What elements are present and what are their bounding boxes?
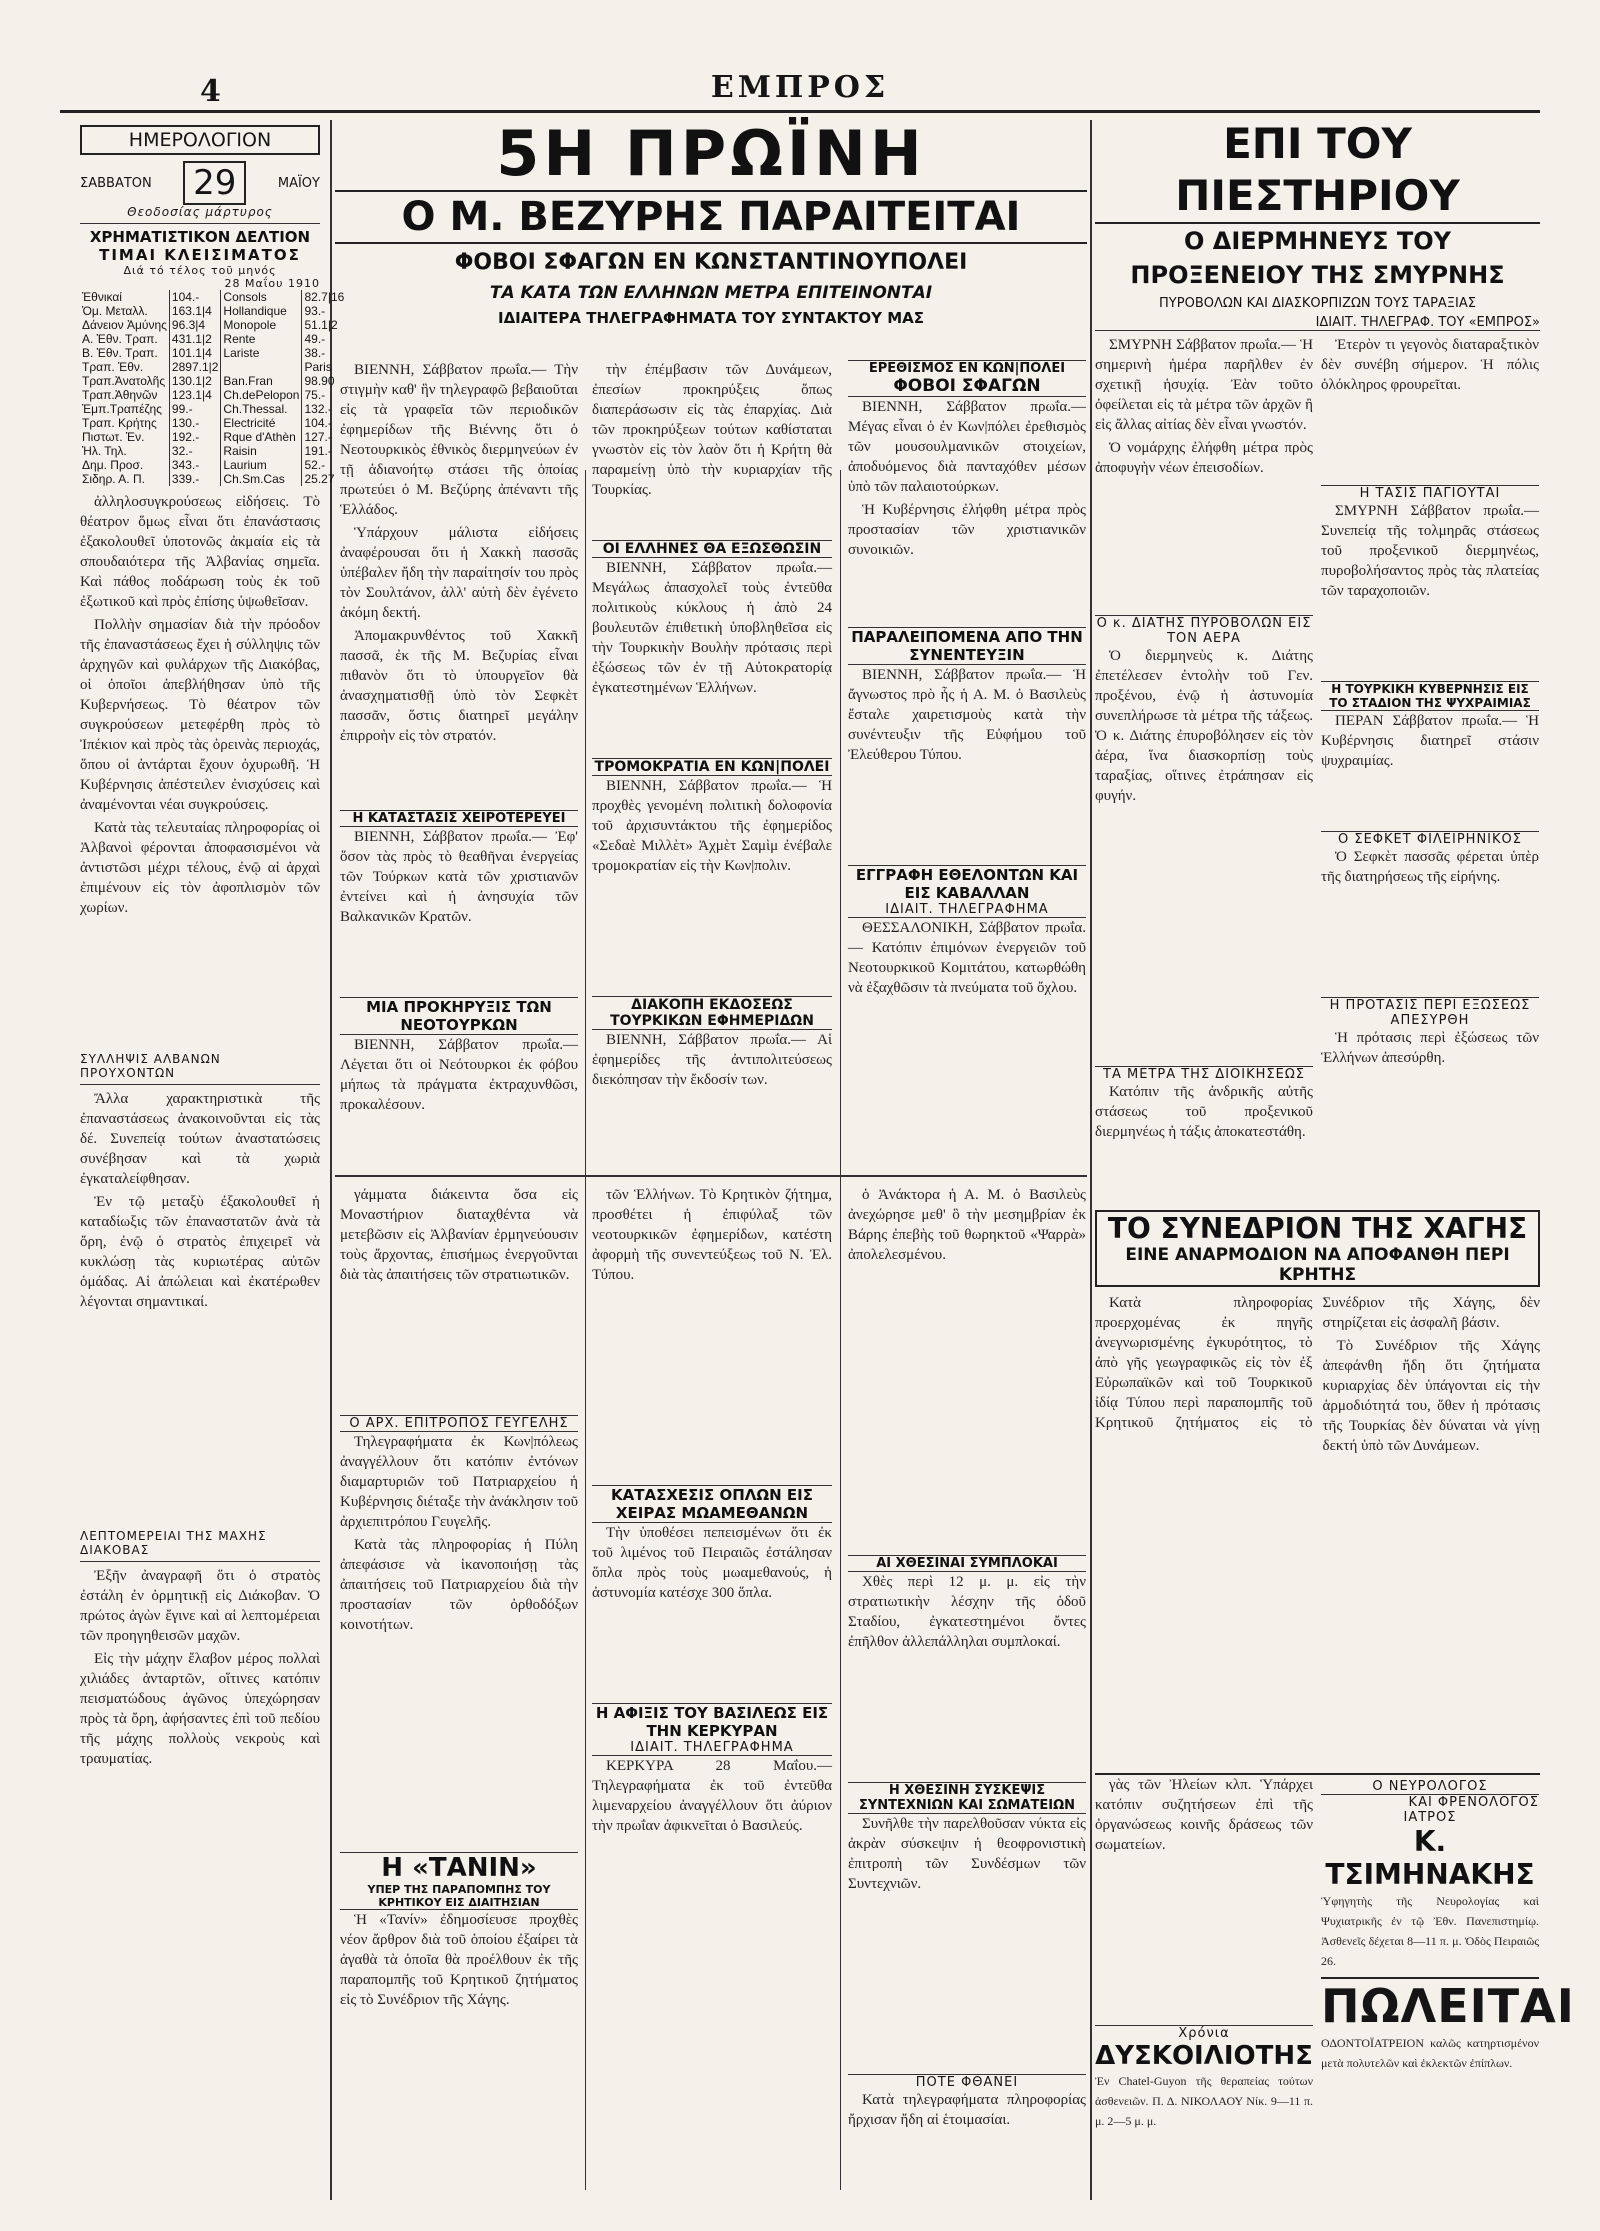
column-3-upper xyxy=(592,360,832,1160)
subhead: Ο ΣΕΦΚΕΤ ΦΙΛΕΙΡΗΝΙΚΟΣ xyxy=(1321,831,1539,847)
market-row xyxy=(80,304,346,318)
article-head: Η «ΤΑΝΙΝ» xyxy=(340,1852,578,1883)
subhead: Η ΤΑΣΙΣ ΠΑΓΙΟΥΤΑΙ xyxy=(1321,485,1539,501)
market-cell: Ἠλ. Τηλ. xyxy=(80,444,169,458)
ad-sale-text: ΟΔΟΝΤΟΪΑΤΡΕΙΟΝ καλῶς κατηρτισμένον μετὰ πολυτελῶν καὶ ἐκλεκτῶν ἐπίπλων. xyxy=(1321,2036,1539,2070)
market-cell: Δάνειον Ἀμύνης xyxy=(80,318,169,332)
market-cell: 192.- xyxy=(169,430,221,444)
market-row xyxy=(80,388,346,402)
article-text: Συνῆλθε τὴν παρελθοῦσαν νύκτα εἰς ἀκρὰν σύσκεψιν ἡ θεοφρονιστικὴ ἐπιτροπὴ τῶν Συνδέσμων τῶν Συντεχνιῶν. xyxy=(848,1816,1086,1892)
market-cell: Ἐμπ.Τραπέζης xyxy=(80,402,169,416)
column-rule xyxy=(840,470,841,2190)
market-cell: 99.- xyxy=(169,402,221,416)
market-cell xyxy=(221,360,302,374)
market-cell: 49.- xyxy=(304,332,326,346)
market-cell: Ch.Sm.Cas xyxy=(221,472,302,486)
article-text: Κατὰ πληροφορίας προερχομένας ἐκ πηγῆς ἀνεγνωρισμένης ἐγκυρότητος, τὸ ἀπὸ γῆς γεωγραφικῶς εἰς τὸν ἐξ Εὐρωπαϊκῶν καὶ τοῦ Τουρκικοῦ ἰδίᾳ Τύπου περὶ παραπομπῆς τοῦ Κρητικοῦ ζητήματος εἰς τὸ Συνέδριον τῆς Χάγης, δὲν στηρίζεται εἰς ἀσφαλῆ βάσιν. Τὸ Συνέδριον τῆς Χάγης ἀπεφάνθη ἤδη ὅτι ζητήματα κυριαρχίας δὲν ὑπάγονται εἰς τὴν ἁρμοδιότητά του, ὅθεν ἡ πρότασις τῆς Τουρκίας δὲν δύναται νὰ γίνῃ δεκτή ὑπὸ τῶν Δυνάμεων. xyxy=(1095,1295,1540,1454)
market-cell: 339.- xyxy=(169,472,221,486)
market-cell: 93.- xyxy=(304,304,326,318)
page-number: 4 xyxy=(200,74,221,109)
market-note: Διά τό τέλος τοῦ μηνός xyxy=(123,264,277,277)
market-cell: Rque d'Athèn xyxy=(221,430,302,444)
subhead: Η ΤΟΥΡΚΙΚΗ ΚΥΒΕΡΝΗΣΙΣ ΕΙΣ ΤΟ ΣΤΑΔΙΟΝ ΤΗΣ ΨΥΧΡΑΙΜΙΑΣ xyxy=(1321,681,1539,711)
ad-dysk-text: Ἐν Chatel-Guyon τῆς θεραπείας τούτων ἀσθενειῶν. Π. Δ. ΝΙΚΟΛΑΟΥ Νίκ. 9—11 π. μ. 2—5 μ. μ. xyxy=(1095,2074,1313,2128)
article-text: ΘΕΣΣΑΛΟΝΙΚΗ, Σάββατον πρωΐα.— Κατόπιν ἐπιμόνων ἐνεργειῶν τοῦ Νεοτουρκικοῦ Κομιτάτου, κατωρθώθη νὰ ἐξαχθῶσιν τὰ πνεύματα τοῦ ὄχλου. xyxy=(848,920,1086,996)
market-row xyxy=(80,472,346,486)
article-text: Ἄλλα χαρακτηριστικὰ τῆς ἐπαναστάσεως ἀνακοινοῦνται εἰς τὰς δέ. Συνεπείᾳ τούτων ἀναστατώσεις συνέβησαν καὶ τὰ χωριὰ ἐγκαταλείφθησαν. Ἐν τῷ μεταξὺ ἐξακολουθεῖ ἡ καταδίωξις τῶν ἐπαναστατῶν ἀνὰ τὰ ὄρη, ἐνῷ ὁ στρατὸς ἐπιχειρεῖ νὰ κυκλώσῃ τὰς κυριωτέρας αὐτῶν ὁμάδας. Αἱ ἀπώλειαι καὶ ἐκατέρωθεν λέγονται σημαντικαί. xyxy=(80,1091,320,1310)
ads-row xyxy=(1095,1773,1575,2131)
subhead: ΣΥΛΛΗΨΙΣ ΑΛΒΑΝΩΝ ΠΡΟΥΧΟΝΤΩΝ xyxy=(80,1052,221,1080)
market-cell: 38.- xyxy=(304,346,326,360)
market-cell: 52.- xyxy=(304,458,326,472)
lead-sub1: ΦΟΒΟΙ ΣΦΑΓΩΝ ΕΝ ΚΩΝΣΤΑΝΤΙΝΟΥΠΟΛΕΙ xyxy=(454,250,968,275)
right-tag: ΙΔΙΑΙΤ. ΤΗΛΕΓΡΑΦ. ΤΟΥ «ΕΜΠΡΟΣ» xyxy=(1095,315,1540,331)
article-head: Η ΧΘΕΣΙΝΗ ΣΥΣΚΕΨΙΣ xyxy=(848,1782,1086,1798)
ad-sale-title: ΠΩΛΕΙΤΑΙ xyxy=(1321,1979,1575,2033)
market-cell: 191.- xyxy=(304,444,332,458)
market-cell: 51.1|2 xyxy=(304,318,338,332)
column-4-lower xyxy=(848,1185,1086,2185)
ad-doctor-label: ΙΑΤΡΟΣ xyxy=(1403,1810,1457,1825)
market-row xyxy=(80,318,346,332)
market-cell: Ch.Thessal. xyxy=(221,402,302,416)
article-head: Η ΚΑΤΑΣΤΑΣΙΣ ΧΕΙΡΟΤΕΡΕΥΕΙ xyxy=(340,810,578,827)
market-cell: 25.27 xyxy=(304,472,335,486)
subhead: Η ΠΡΟΤΑΣΙΣ ΠΕΡΙ ΕΞΩΣΕΩΣ ΑΠΕΣΥΡΘΗ xyxy=(1321,997,1539,1028)
article-head: ΕΡΕΘΙΣΜΟΣ ΕΝ ΚΩΝ|ΠΟΛΕΙ xyxy=(848,360,1086,376)
article-text: Ὁ διερμηνεὺς κ. Διάτης ἐπετέλεσεν ἐντολὴν τοῦ Γεν. προξένου, ἐνῷ ἡ ἀστυνομία συνεπλήρωσε τὰ μέτρα τῆς τάξεως. Ὁ κ. Διάτης ἐπυροβόλησεν εἰς τὸν ἀέρα, ἵνα διασκορπίσῃ τοὺς ταραξίας, οἵτινες ἐτράπησαν εἰς φυγήν. xyxy=(1095,648,1313,804)
market-cell: Electricité xyxy=(221,416,302,430)
ad-and: ΚΑΙ ΦΡΕΝΟΛΟΓΟΣ xyxy=(1408,1795,1539,1810)
market-row xyxy=(80,360,346,374)
calendar-weekday: ΣΑΒΒΑΤΟΝ xyxy=(80,175,152,191)
article-text: Κατὰ τηλεγραφήματα πληροφορίας ἤρχισαν ἤδη αἱ ἑτοιμασίαι. xyxy=(848,2092,1086,2128)
article-text: ΠΕΡΑΝ Σάββατον πρωΐα.— Ἡ Κυβέρνησις διατηρεῖ στάσιν ψυχραιμίας. xyxy=(1321,713,1539,769)
market-cell: 132.- xyxy=(304,402,332,416)
lead-banner: 5Η ΠΡΩΪΝΗ xyxy=(496,117,926,190)
market-cell: Rente xyxy=(221,332,302,346)
market-row xyxy=(80,346,346,360)
lead-sub2: ΤΑ ΚΑΤΑ ΤΩΝ ΕΛΛΗΝΩΝ ΜΕΤΡΑ ΕΠΙΤΕΙΝΟΝΤΑΙ xyxy=(489,283,933,303)
column-rule xyxy=(1090,120,1092,2200)
article-text: Ἐτερὸν τι γεγονὸς διαταραξτικὸν δὲν συνέβη σήμερον. Ἡ πόλις ὁλόκληρος φρουρεῖται. xyxy=(1321,337,1539,393)
market-row xyxy=(80,332,346,346)
market-cell: 104.- xyxy=(169,290,221,304)
article-head: ΔΙΑΚΟΠΗ ΕΚΔΟΣΕΩΣ ΤΟΥΡΚΙΚΩΝ ΕΦΗΜΕΡΙΔΩΝ xyxy=(592,996,832,1030)
market-title: ΧΡΗΜΑΤΙΣΤΙΚΟΝ ΔΕΛΤΙΟΝ xyxy=(89,228,311,246)
article-head: ΜΙΑ ΠΡΟΚΗΡΥΞΙΣ ΤΩΝ ΝΕΟΤΟΥΡΚΩΝ xyxy=(340,997,578,1035)
right-banner: ΕΠΙ ΤΟΥ ΠΙΕΣΤΗΡΙΟΥ xyxy=(1095,118,1540,224)
market-cell: 130.- xyxy=(169,416,221,430)
article-text: Ὁ Σεφκὲτ πασσᾶς φέρεται ὑπὲρ τῆς διατηρήσεως τῆς εἰρήνης. xyxy=(1321,849,1539,885)
crete-headline: ΤΟ ΣΥΝΕΔΡΙΟΝ ΤΗΣ ΧΑΓΗΣ xyxy=(1107,1212,1528,1245)
subhead: ΤΑ ΜΕΤΡΑ ΤΗΣ ΔΙΟΙΚΗΣΕΩΣ xyxy=(1095,1066,1313,1082)
market-row xyxy=(80,374,346,388)
market-cell: Hollandique xyxy=(221,304,302,318)
article-head: ΤΡΟΜΟΚΡΑΤΙΑ ΕΝ ΚΩΝ|ΠΟΛΕΙ xyxy=(592,758,832,776)
article-text: Ἐξῆν ἀναγραφῆ ὅτι ὁ στρατὸς ἐστάλη ἐν ὀρμητικῇ εἰς Διάκοβαν. Ὁ πρώτος ἀγὼν ἔγινε καὶ αἱ λεπτομέρειαι τῶν προηγηθεισῶν μαχῶν. Εἰς τὴν μάχην ἔλαβον μέρος πολλαὶ χιλιάδες ἀνταρτῶν, οἵτινες κατόπιν πεισματώδους ἀγῶνος ὑπεχώρησαν πρὸς τὰ ὄρη, ἀφήσαντες ἐπὶ τοῦ πεδίου τῆς μάχης πολλοὺς νεκροὺς καὶ τραυματίας. xyxy=(80,1568,320,1767)
article-text: ΒΙΕΝΝΗ, Σάββατον πρωΐα.— Ἐφ' ὅσον τὰς πρὸς τὸ θεαθῆναι ἐνεργείας τῶν Τούρκων κατὰ τῶν χριστιανῶν ἐντείνει καὶ ἡ ἀνησυχία τῶν Βαλκανικῶν Κρατῶν. xyxy=(340,829,578,925)
article-text: γάμματα διάκειντα ὅσα εἰς Μοναστήριον διαταχθέντα νὰ μετεβῶσιν εἰς Ἀλβανίαν ἐρμηνεύουσιν τοὺς ἄρχοντας, ἐπισήμως ἐνεργοῦνται διὰ τὰς ἀπαιτήσεις τῶν στρατιωτικῶν. xyxy=(340,1187,578,1283)
market-cell: 163.1|4 xyxy=(169,304,221,318)
market-cell: Ὁμ. Μεταλλ. xyxy=(80,304,169,318)
ad-title: Ο ΝΕΥΡΟΛΟΓΟΣ xyxy=(1321,1779,1539,1795)
article-text: γὰς τῶν Ἠλείων κλπ. Ὑπάρχει κατόπιν συζητήσεων ἐπὶ τῆς ὀργανώσεως κοινῆς δράσεως τῶν σωματείων. xyxy=(1095,1777,1313,1853)
ad-doctor-name: Κ. ΤΣΙΜΗΝΑΚΗΣ xyxy=(1325,1825,1535,1891)
article-head: ΟΙ ΕΛΛΗΝΕΣ ΘΑ ΕΞΩΣΘΩΣΙΝ xyxy=(592,540,832,558)
article-head: Ο ΑΡΧ. ΕΠΙΤΡΟΠΟΣ ΓΕΥΓΕΛΗΣ xyxy=(340,1415,578,1432)
calendar-month: ΜΑΪΟΥ xyxy=(277,175,320,191)
market-subtitle: ΤΙΜΑΙ ΚΛΕΙΣΙΜΑΤΟΣ xyxy=(99,246,301,264)
ad-dysk-label: Χρόνια xyxy=(1095,2025,1313,2041)
market-cell: Paris xyxy=(304,360,332,374)
article-sub: ΙΔΙΑΙΤ. ΤΗΛΕΓΡΑΦΗΜΑ xyxy=(848,902,1086,918)
right-column xyxy=(1095,118,1575,2198)
subhead: ΛΕΠΤΟΜΕΡΕΙΑΙ ΤΗΣ ΜΑΧΗΣ ΔΙΑΚΟΒΑΣ xyxy=(80,1529,267,1557)
newspaper-name: ΕΜΠΡΟΣ xyxy=(710,70,890,105)
article-head: Η ΑΦΙΞΙΣ ΤΟΥ ΒΑΣΙΛΕΩΣ ΕΙΣ ΤΗΝ ΚΕΡΚΥΡΑΝ xyxy=(592,1703,832,1740)
masthead xyxy=(60,70,1540,113)
article-sub: ΥΠΕΡ ΤΗΣ ΠΑΡΑΠΟΜΠΗΣ ΤΟΥ ΚΡΗΤΙΚΟΥ ΕΙΣ ΔΙΑΙΤΗΣΙΑΝ xyxy=(340,1883,578,1910)
market-cell: 96.3|4 xyxy=(169,318,221,332)
article-head: ΕΓΓΡΑΦΗ ΕΘΕΛΟΝΤΩΝ ΚΑΙ ΕΙΣ ΚΑΒΑΛΛΑΝ xyxy=(848,865,1086,902)
article-sub: ΙΔΙΑΙΤ. ΤΗΛΕΓΡΑΦΗΜΑ xyxy=(592,1740,832,1756)
ad-doctor-text: Ὑφηγητὴς τῆς Νευρολογίας καὶ Ψυχιατρικῆς ἐν τῷ Ἐθν. Πανεπιστημίῳ. Ἀσθενεῖς δέχεται 8—11 π. μ. Ὁδὸς Πειραιῶς 26. xyxy=(1321,1894,1539,1968)
article-text: ΒΙΕΝΝΗ, Σάββατον πρωΐα.— Ἡ ἄγνωστος πρὸ ἧς ἡ Α. Μ. ὁ Βασιλεὺς ἔσταλε χαιρετισμοὺς κατὰ τὴν συνέντευξιν τῆς Εὐφήμου τοῦ Ἐλεύθερου Τύπου. xyxy=(848,667,1086,763)
market-table xyxy=(80,290,346,486)
market-row xyxy=(80,416,346,430)
lead-sub3: ΙΔΙΑΙΤΕΡΑ ΤΗΛΕΓΡΑΦΗΜΑΤΑ ΤΟΥ ΣΥΝΤΑΚΤΟΥ ΜΑΣ xyxy=(497,309,924,327)
market-date: 28 Μαΐου 1910 xyxy=(224,277,320,290)
market-cell: Ban.Fran xyxy=(221,374,302,388)
article-text: ἀλληλοσυγκρούσεως εἰδήσεις. Τὸ θέατρον ὅμως εἶναι ὅτι ἐπανάστασις ἐξακολουθεῖ ὑποτονῶς ἀκμαία εἰς τὰ σπουδαιότερα τῆς Ἀλβανίας σημεῖα. Καὶ πάθος ποδάρωση τοὺς ἐκ τοῦ ἐξωτικοῦ καὶ πρὸς ἐπίσης ὑψωθεῖσαν. Πολλὴν σημασίαν διὰ τὴν πρόοδον τῆς ἐπαναστάσεως ἔχει ἡ σύλληψις τῶν ἀρχηγῶν καὶ φυλάρχων τῆς Διακόβας, οἱ ὁποῖοι ἀπεβλήθησαν ὑπὸ τῆς Κυβερνήσεως. Τὸ θέατρον τῶν συγκρούσεων μετεφέρθη πρὸς τὸ Ἰπέκιον καὶ πρὸς τὰς ὀρεινὰς περιοχάς, ὅπου οἱ ἀντάρται ἔχουν ὀχυρωθῆ. Ἡ Κυβέρνησις ἀπέστειλεν ἐνισχύσεις καὶ ἀναμένονται νέαι συγκρούσεις. Κατὰ τὰς τελευταίας πληροφορίας οἱ Ἀλβανοὶ φέρονται ἀποφασισμένοι νὰ ἀντιστῶσι μέχρι τέλους, ἐνῷ αἱ ἀρχαὶ ἐπιμένουν εἰς τὸν ἀφοπλισμὸν τῶν χωρίων. xyxy=(80,494,320,916)
market-cell: Τραπ.Ἀθηνῶν xyxy=(80,388,169,402)
article-text: ΒΙΕΝΝΗ, Σάββατον πρωΐα.— Αἱ ἐφημερίδες τῆς ἀντιπολιτεύσεως διεκόπησαν τὴν ἔκδοσίν των. xyxy=(592,1032,832,1088)
article-text: ΚΕΡΚΥΡΑ 28 Μαΐου.— Τηλεγραφήματα ἐκ τοῦ ἐντεῦθα λιμεναρχείου ἀναγγέλλουν ὅτι ἀύριον τὴν πρωΐαν ἀφικνεῖται ὁ Βασιλεύς. xyxy=(592,1758,832,1834)
column-2-upper xyxy=(340,360,578,1160)
market-cell: 104.- xyxy=(304,416,332,430)
market-cell: 98.90 xyxy=(304,374,335,388)
crete-box xyxy=(1095,1210,1540,1287)
article-text: ΒΙΕΝΝΗ, Σάββατον πρωΐα.— Τὴν στιγμὴν καθ' ἣν τηλεγραφῶ βεβαιοῦται εἰς τὰ γραφεῖα τῶν περιοδικῶν ἐφημερίδων τῆς Βιέννης ὅτι ὁ Νεοτουρκικὸς ἐθνικὸς διερμηνεύων ἐν τῇ ἀδιανοήτῳ στάσει τῆς ὁποίας πρωτεύει ὁ Μ. Βεζύρης ἀπέναντι τῆς Ἑλλάδος. Ὑπάρχουν μάλιστα εἰδήσεις ἀναφέρουσαι ὅτι ἡ Χακκὴ πασσᾶς ὑπέβαλεν ἤδη τὴν παραίτησίν του πρὸς τὸν Σουλτάνον, ἀλλ' αὐτὴ δὲν ἐγένετο ἀκόμη δεκτή. Ἀπομακρυνθέντος τοῦ Χακκῆ πασσᾶ, ἐκ τῆς Μ. Βεζυρίας εἶναι πιθανὸν ὅτι τὸ ὑπουργεῖον θὰ ἀνασχηματισθῇ ὑπὸ τὸν Σεφκὲτ πασσᾶν, ὅστις διατηρεῖ μεγάλην ἐπιρροὴν εἰς τὸν στρατόν. xyxy=(340,362,578,744)
article-head: ΑΙ ΧΘΕΣΙΝΑΙ ΣΥΜΠΛΟΚΑΙ xyxy=(848,1555,1086,1572)
market-cell: Lariste xyxy=(221,346,302,360)
section-rule xyxy=(335,1175,1087,1177)
market-cell: Δημ. Προσ. xyxy=(80,458,169,472)
market-cell: 431.1|2 xyxy=(169,332,221,346)
ad-dysk-title: ΔΥΣΚΟΙΛΙΟΤΗΣ xyxy=(1095,2041,1313,2071)
article-text: ΒΙΕΝΝΗ, Σάββατον πρωΐα.— Λέγεται ὅτι οἱ Νεότουρκοι ἐκ φόβου μήπως τὰ πράγματα ἐκτραχυνθῶσι, προκαλέσουν. xyxy=(340,1037,578,1113)
calendar-date xyxy=(80,161,320,205)
article-text: Τὴν ὑποθέσει πεπεισμένων ὅτι ἐκ τοῦ λιμένος τοῦ Πειραιῶς ἐστάλησαν ὅπλα πρὸς τοὺς μωαμεθανούς, ἡ ἀστυνομία κατέσχε 300 ὅπλα. xyxy=(592,1525,832,1601)
article-text: ΒΙΕΝΝΗ, Σάββατον πρωΐα.— Μεγάλως ἀπασχολεῖ τοὺς ἐντεῦθα πολιτικοὺς κύκλους ἡ ἀπὸ 24 βουλευτῶν ἐπιθετικὴ ὑποβληθεῖσα εἰς τὴν Τουρκικὴν Βουλὴν πρότασις περὶ ἐξώσεως τῶν ἐν τῇ Αὐτοκρατορίᾳ ἐγκατεστημένων Ἑλλήνων. xyxy=(592,560,832,696)
market-cell: Α. Ἐθν. Τραπ. xyxy=(80,332,169,346)
lead-headline: Ο Μ. ΒΕΖΥΡΗΣ ΠΑΡΑΙΤΕΙΤΑΙ xyxy=(335,190,1087,244)
market-row xyxy=(80,430,346,444)
market-cell: 101.1|4 xyxy=(169,346,221,360)
market-cell: Ἐθνικαί xyxy=(80,290,169,304)
market-row xyxy=(80,290,346,304)
article-head: ΠΟΤΕ ΦΘΑΝΕΙ xyxy=(848,2074,1086,2090)
article-head: ΦΟΒΟΙ ΣΦΑΓΩΝ xyxy=(848,376,1086,397)
article-text: Κατόπιν τῆς ἀνδρικῆς αὐτῆς στάσεως τοῦ προξενικοῦ διερμηνέως ἡ τάξις ἀποκατεστάθη. xyxy=(1095,1084,1313,1140)
column-rule xyxy=(585,470,586,2190)
market-cell: 130.1|2 xyxy=(169,374,221,388)
market-row xyxy=(80,444,346,458)
article-text: ὁ Ἀνάκτορα ἡ Α. Μ. ὁ Βασιλεὺς ἀνεχώρησε μεθ' ὃ τὴν μεσημβρίαν ἐκ Βάρης ἐπεβὴς τοῦ θωρηκτοῦ «Ψαρρὰ» ἀπολελεσμένου. xyxy=(848,1187,1086,1263)
market-cell: Πιστωτ. Ἐν. xyxy=(80,430,169,444)
market-cell: Raisin xyxy=(221,444,302,458)
market-cell: Τραπ. Κρήτης xyxy=(80,416,169,430)
market-row xyxy=(80,458,346,472)
article-sub: ΣΥΝΤΕΧΝΙΩΝ ΚΑΙ ΣΩΜΑΤΕΙΩΝ xyxy=(848,1798,1086,1814)
subhead: Ο κ. ΔΙΑΤΗΣ ΠΥΡΟΒΟΛΩΝ ΕΙΣ ΤΟΝ ΑΕΡΑ xyxy=(1096,616,1312,646)
article-text: ΣΜΥΡΝΗ Σάββατον πρωΐα.— Συνεπείᾳ τῆς τολμηρᾶς στάσεως τοῦ προξενικοῦ διερμηνέως, πυροβολήσαντος πρὸς τὰς πλατείας τῶν ταραχοποιῶν. xyxy=(1321,503,1539,599)
right-headline: Ο ΔΙΕΡΜΗΝΕΥΣ ΤΟΥ ΠΡΟΞΕΝΕΙΟΥ ΤΗΣ ΣΜΥΡΝΗΣ xyxy=(1130,227,1505,289)
article-text: Χθὲς περὶ 12 μ. μ. εἰς τὴν στρατιωτικὴν λέσχην τῆς ὁδοῦ Σταδίου, ἐγκατεστημένοι ὄντες ἐπῆλθον ἀλλεπάλληλαι συμπλοκαί. xyxy=(848,1574,1086,1650)
article-head: ΠΑΡΑΛΕΙΠΟΜΕΝΑ ΑΠΟ ΤΗΝ ΣΥΝΕΝΤΕΥΞΙΝ xyxy=(848,627,1086,665)
market-cell: Consols xyxy=(221,290,302,304)
market-cell: Τραπ.Ἀνατολῆς xyxy=(80,374,169,388)
market-cell: 82.7|16 xyxy=(304,290,345,304)
article-text: Ἡ «Τανίν» ἐδημοσίευσε προχθὲς νέον ἄρθρον διὰ τοῦ ὁποίου ἐξαίρει τὰ ἀγαθὰ τὰ ὁποῖα θὰ προέλθουν ἐκ τῆς παραπομπῆς τοῦ Κρητικοῦ ζητήματος εἰς τὸ Συνέδριον τῆς Χάγης. xyxy=(340,1912,578,2008)
article-text: τὴν ἐπέμβασιν τῶν Δυνάμεων, ἐπεσίων προκηρύξεις ὅπως διαπεράσωσιν εἰς τὰς ἐπαρχίας. Διὰ τῶν προκηρύξεων τούτων καθίσταται γνωστὸν εἰς τὸν λαὸν ὅτι ἡ Κρήτη θὰ παραμείνῃ ὑπὸ τὴν κυριαρχίαν τῆς Τουρκίας. xyxy=(592,362,832,498)
article-text: Τηλεγραφήματα ἐκ Κων|πόλεως ἀναγγέλλουν ὅτι κατόπιν ἐντόνων διαμαρτυριῶν τοῦ Πατριαρχείου ἡ Κυβέρνησις διέταξε τὴν ἀνάκλησιν τοῦ ἀρχιεπιτρόπου Γευγελῆς. Κατὰ τὰς πληροφορίας ἡ Πύλη ἀπεφάσισε νὰ ἱκανοποιήσῃ τὰς ἀπαιτήσεις τοῦ Πατριαρχείου διὰ τὴν προστασίαν τῶν ὀρθοδόξων κοινοτήτων. xyxy=(340,1434,578,1633)
article-text: τῶν Ἑλλήνων. Τὸ Κρητικὸν ζήτημα, προσθέτει ἡ ἐπιφύλαξ τῶν νεοτουρκικῶν ἐφημερίδων, κατέστη ἀφορμὴ τῆς συνεντεύξεως τοῦ Ν. Ἐλ. Τύπου. xyxy=(592,1187,832,1283)
market-cell: Laurium xyxy=(221,458,302,472)
right-sub: ΠΥΡΟΒΟΛΩΝ ΚΑΙ ΔΙΑΣΚΟΡΠΙΖΩΝ ΤΟΥΣ ΤΑΡΑΞΙΑΣ xyxy=(1159,296,1476,311)
article-text: Ἡ πρότασις περὶ ἐξώσεως τῶν Ἑλλήνων ἀπεσύρθη. xyxy=(1321,1030,1539,1066)
column-3-lower xyxy=(592,1185,832,2185)
calendar-day: 29 xyxy=(183,161,246,205)
column-4-upper xyxy=(848,360,1086,1160)
calendar-saint: Θεοδοσίας μάρτυρος xyxy=(127,205,273,219)
article-head: ΚΑΤΑΣΧΕΣΙΣ ΟΠΛΩΝ ΕΙΣ ΧΕΙΡΑΣ ΜΩΑΜΕΘΑΝΩΝ xyxy=(592,1485,832,1523)
right-two-cols xyxy=(1095,335,1540,1198)
market-cell: 343.- xyxy=(169,458,221,472)
calendar-title: ΗΜΕΡΟΛΟΓΙΟΝ xyxy=(80,125,320,155)
column-2-lower xyxy=(340,1185,578,2185)
crete-sub: ΕΙΝΕ ΑΝΑΡΜΟΔΙΟΝ ΝΑ ΑΠΟΦΑΝΘΗ ΠΕΡΙ ΚΡΗΤΗΣ xyxy=(1125,1245,1510,1285)
market-cell: 75.- xyxy=(304,388,326,402)
market-cell: Β. Ἐθν. Τραπ. xyxy=(80,346,169,360)
left-column xyxy=(80,125,345,2205)
market-cell: 2897.1|2 xyxy=(169,360,221,374)
market-cell: Τραπ. Ἐθν. xyxy=(80,360,169,374)
market-cell: 127.- xyxy=(304,430,332,444)
market-cell: 32.- xyxy=(169,444,221,458)
market-cell: Σιδηρ. Α. Π. xyxy=(80,472,169,486)
market-cell: 123.1|4 xyxy=(169,388,221,402)
market-cell: Ch.dePelopon xyxy=(221,388,302,402)
market-row xyxy=(80,402,346,416)
article-text: ΒΙΕΝΝΗ, Σάββατον πρωΐα.— Ἡ προχθὲς γενομένη πολιτικὴ δολοφονία τοῦ ἀρχισυντάκτου τῆς ἐφημερίδος «Σεδαὲ Μιλλὲτ» Ἀχμὲτ Σαμὶμ ἐνέβαλε τρομοκρατίαν εἰς τὴν Κων|πολιν. xyxy=(592,778,832,874)
article-text: ΒΙΕΝΝΗ, Σάββατον πρωΐα.— Μέγας εἶναι ὁ ἐν Κων|πόλει ἐρεθισμὸς τῶν μουσουλμανικῶν στοιχείων, ἀποδυόμενος διὰ πανταχόθεν μέσων ὑπὸ τῶν παλαιοτούρκων. Ἡ Κυβέρνησις ἐλήφθη μέτρα πρὸς προστασίαν τῶν χριστιανικῶν συνοικιῶν. xyxy=(848,399,1086,558)
article-text: ΣΜΥΡΝΗ Σάββατον πρωΐα.— Ἡ σημερινὴ ἡμέρα παρῆλθεν ἐν σχετικῇ ἡσυχίᾳ. Ἐὰν τοῦτο ὀφείλεται εἰς τὰ μέτρα τῶν ἀρχῶν ἢ εἰς ἄλλας αἰτίας δὲν εἶναι γνωστόν. Ὁ νομάρχης ἐλήφθη μέτρα πρὸς ἀποφυγὴν νέων ἐπεισοδίων. xyxy=(1095,337,1313,476)
market-cell: Monopole xyxy=(221,318,302,332)
